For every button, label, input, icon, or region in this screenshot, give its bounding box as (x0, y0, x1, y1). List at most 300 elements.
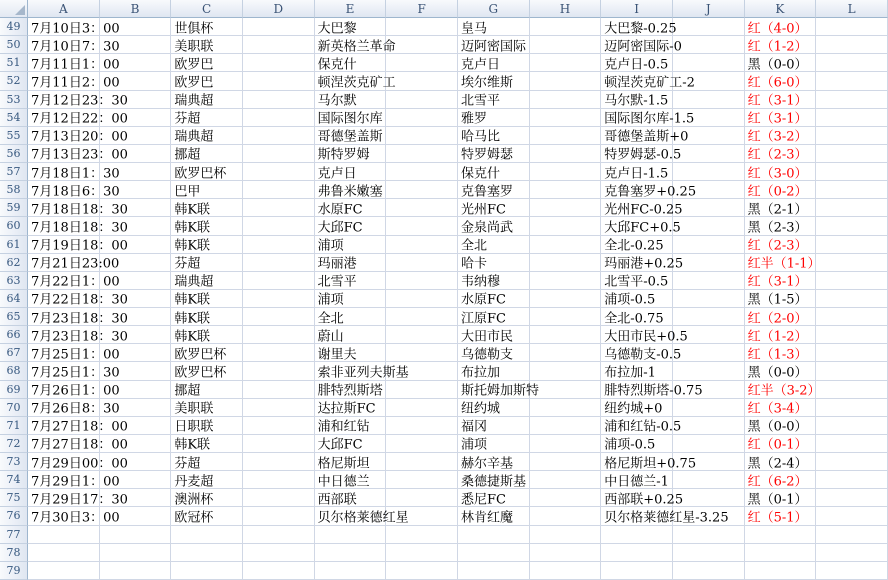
cell-empty[interactable] (386, 199, 458, 217)
cell-date-time[interactable] (28, 54, 120, 73)
cell-empty[interactable] (386, 72, 458, 90)
cell-empty[interactable] (816, 507, 888, 525)
cell-result[interactable] (745, 562, 817, 580)
cell-date-time[interactable] (28, 109, 128, 127)
row-header[interactable] (0, 127, 28, 145)
cell-away-team[interactable] (458, 526, 530, 544)
cell-away-team[interactable] (458, 562, 530, 580)
cell-empty[interactable] (386, 435, 458, 453)
cell-home-team[interactable] (315, 290, 387, 308)
cell-empty[interactable] (673, 362, 745, 380)
cell-empty[interactable] (243, 489, 315, 507)
row-header[interactable] (0, 399, 28, 417)
cell-away-team[interactable] (458, 36, 530, 54)
cell-result[interactable] (745, 272, 817, 290)
cell-league[interactable] (171, 145, 243, 163)
cell-away-team[interactable] (458, 544, 530, 562)
cell-empty[interactable] (243, 435, 315, 453)
cell-away-team[interactable] (458, 236, 530, 254)
cell-date-time[interactable] (28, 544, 100, 562)
cell-empty[interactable] (673, 435, 745, 453)
cell-empty[interactable] (530, 381, 602, 399)
cell-date-time[interactable] (28, 290, 128, 308)
cell-empty[interactable] (816, 381, 888, 399)
cell-empty[interactable] (673, 217, 745, 235)
cell-empty[interactable] (673, 54, 745, 72)
cell-empty[interactable] (386, 127, 458, 145)
cell-league[interactable] (171, 344, 243, 362)
cell-home-team[interactable] (315, 36, 396, 55)
cell-empty[interactable] (243, 217, 315, 235)
cell-away-team[interactable] (458, 272, 530, 290)
row-header[interactable] (0, 471, 28, 489)
cell-empty[interactable] (816, 272, 888, 290)
cell-result[interactable] (745, 163, 817, 181)
cell-home-team[interactable] (315, 399, 387, 417)
cell-handicap[interactable] (601, 381, 703, 399)
cell-home-team[interactable] (315, 54, 387, 72)
cell-empty[interactable] (386, 489, 458, 507)
cell-league[interactable] (171, 308, 243, 326)
cell-empty[interactable] (243, 381, 315, 399)
cell-empty[interactable] (243, 526, 315, 544)
cell-handicap[interactable] (601, 344, 682, 363)
cell-home-team[interactable] (315, 507, 409, 526)
cell-empty[interactable] (530, 272, 602, 290)
row-header[interactable] (0, 54, 28, 72)
cell-result[interactable] (745, 109, 817, 127)
column-header-e[interactable]: E (315, 0, 387, 18)
cell-empty[interactable] (530, 181, 602, 199)
cell-league[interactable] (171, 453, 243, 471)
cell-league[interactable] (171, 236, 243, 254)
cell-empty[interactable] (530, 526, 602, 544)
cell-empty[interactable] (386, 217, 458, 235)
cell-empty[interactable] (243, 36, 315, 54)
row-header[interactable] (0, 362, 28, 380)
cell-empty[interactable] (816, 453, 888, 471)
cell-empty[interactable] (816, 362, 888, 380)
cell-empty[interactable] (243, 54, 315, 72)
cell-empty[interactable] (243, 507, 315, 525)
row-header[interactable] (0, 435, 28, 453)
cell-empty[interactable] (243, 290, 315, 308)
cell-league[interactable] (171, 471, 243, 489)
row-header[interactable] (0, 381, 28, 399)
cell-handicap[interactable] (601, 91, 673, 109)
cell-league[interactable] (171, 199, 243, 217)
cell-home-team[interactable] (315, 526, 387, 544)
cell-handicap[interactable] (601, 507, 729, 526)
row-header[interactable] (0, 163, 28, 181)
column-header-j[interactable]: J (673, 0, 745, 18)
cell-home-team[interactable] (315, 127, 387, 145)
cell-date-time[interactable] (28, 145, 128, 163)
cell-empty[interactable] (386, 36, 458, 54)
cell-date-time[interactable] (28, 507, 120, 526)
cell-empty[interactable] (243, 544, 315, 562)
cell-empty[interactable] (816, 435, 888, 453)
cell-handicap[interactable] (601, 526, 673, 544)
cell-empty[interactable] (243, 344, 315, 362)
cell-empty[interactable] (816, 417, 888, 435)
cell-empty[interactable] (386, 145, 458, 163)
cell-result[interactable] (745, 145, 817, 163)
cell-away-team[interactable] (458, 381, 539, 399)
cell-empty[interactable] (530, 344, 602, 362)
cell-result[interactable] (745, 381, 821, 399)
cell-home-team[interactable] (315, 145, 387, 163)
cell-empty[interactable] (243, 453, 315, 471)
cell-empty[interactable] (673, 36, 745, 54)
cell-handicap[interactable] (601, 326, 688, 345)
cell-handicap[interactable] (601, 181, 697, 200)
cell-result[interactable] (745, 471, 817, 489)
column-header-h[interactable]: H (530, 0, 602, 18)
cell-empty[interactable] (530, 453, 602, 471)
cell-handicap[interactable] (601, 236, 673, 254)
cell-away-team[interactable] (458, 326, 530, 344)
cell-date-time[interactable] (28, 417, 128, 435)
cell-empty[interactable] (386, 109, 458, 127)
cell-result[interactable] (745, 127, 817, 145)
row-header[interactable] (0, 308, 28, 326)
cell-empty[interactable] (243, 163, 315, 181)
cell-empty[interactable] (530, 72, 602, 90)
cell-away-team[interactable] (458, 344, 530, 362)
row-header[interactable] (0, 36, 28, 54)
cell-empty[interactable] (386, 91, 458, 109)
cell-handicap[interactable] (601, 72, 695, 91)
cell-handicap[interactable] (601, 127, 689, 145)
cell-empty[interactable] (816, 489, 888, 507)
cell-away-team[interactable] (458, 308, 530, 326)
cell-result[interactable] (745, 254, 821, 272)
cell-empty[interactable] (386, 544, 458, 562)
cell-handicap[interactable] (601, 290, 673, 308)
cell-empty[interactable] (530, 562, 602, 580)
cell-date-time[interactable] (28, 272, 120, 290)
cell-empty[interactable] (386, 272, 458, 290)
cell-handicap[interactable] (601, 36, 682, 55)
cell-league[interactable] (171, 163, 243, 181)
cell-empty[interactable] (816, 544, 888, 562)
cell-date-time[interactable] (28, 453, 128, 472)
cell-league[interactable] (171, 54, 243, 72)
cell-home-team[interactable] (315, 544, 387, 562)
cell-handicap[interactable] (601, 109, 695, 127)
cell-empty[interactable] (673, 344, 745, 362)
cell-away-team[interactable] (458, 471, 530, 489)
cell-league[interactable] (171, 362, 243, 380)
cell-home-team[interactable] (315, 272, 387, 290)
cell-empty[interactable] (673, 163, 745, 181)
cell-league[interactable] (171, 326, 243, 344)
cell-away-team[interactable] (458, 72, 530, 90)
cell-empty[interactable] (386, 562, 458, 580)
row-header[interactable] (0, 217, 28, 235)
cell-empty[interactable] (386, 290, 458, 308)
cell-empty[interactable] (530, 54, 602, 72)
row-header[interactable] (0, 344, 28, 362)
cell-empty[interactable] (530, 36, 602, 54)
cell-handicap[interactable] (601, 399, 673, 417)
column-header-a[interactable]: A (28, 0, 100, 18)
cell-league[interactable] (171, 254, 243, 272)
cell-empty[interactable] (816, 72, 888, 90)
cell-league[interactable] (171, 91, 243, 109)
cell-away-team[interactable] (458, 127, 530, 145)
cell-league[interactable] (171, 72, 243, 90)
cell-handicap[interactable] (601, 18, 677, 37)
row-header[interactable] (0, 562, 28, 580)
row-header[interactable] (0, 18, 28, 36)
cell-date-time[interactable] (28, 199, 128, 218)
column-header-k[interactable]: K (745, 0, 817, 18)
cell-empty[interactable] (673, 91, 745, 109)
cell-handicap[interactable] (601, 163, 673, 181)
cell-away-team[interactable] (458, 54, 530, 72)
cell-away-team[interactable] (458, 507, 530, 525)
row-header[interactable] (0, 199, 28, 217)
cell-empty[interactable] (100, 562, 172, 580)
cell-away-team[interactable] (458, 163, 530, 181)
row-header[interactable] (0, 417, 28, 435)
cell-home-team[interactable] (315, 254, 387, 272)
cell-date-time[interactable] (28, 181, 120, 200)
cell-empty[interactable] (673, 544, 745, 562)
cell-date-time[interactable] (28, 217, 128, 236)
cell-result[interactable] (745, 344, 817, 362)
row-header[interactable] (0, 254, 28, 272)
cell-away-team[interactable] (458, 362, 530, 380)
cell-handicap[interactable] (601, 54, 673, 72)
cell-league[interactable] (171, 489, 243, 507)
cell-result[interactable] (745, 362, 817, 380)
cell-empty[interactable] (530, 308, 602, 326)
cell-date-time[interactable] (28, 399, 120, 417)
cell-away-team[interactable] (458, 199, 530, 217)
cell-empty[interactable] (243, 72, 315, 90)
cell-away-team[interactable] (458, 399, 530, 417)
cell-empty[interactable] (386, 181, 458, 199)
cell-empty[interactable] (673, 18, 745, 36)
cell-empty[interactable] (816, 54, 888, 72)
cell-empty[interactable] (386, 344, 458, 362)
cell-league[interactable] (171, 435, 243, 453)
cell-empty[interactable] (530, 236, 602, 254)
cell-league[interactable] (171, 109, 243, 127)
cell-empty[interactable] (816, 326, 888, 344)
row-header[interactable] (0, 489, 28, 507)
cell-empty[interactable] (530, 91, 602, 109)
cell-empty[interactable] (386, 163, 458, 181)
cell-empty[interactable] (386, 308, 458, 326)
cell-home-team[interactable] (315, 344, 387, 362)
row-header[interactable] (0, 91, 28, 109)
cell-empty[interactable] (816, 181, 888, 199)
cell-empty[interactable] (530, 217, 602, 235)
cell-empty[interactable] (673, 199, 745, 217)
cell-home-team[interactable] (315, 326, 387, 344)
cell-result[interactable] (745, 435, 817, 453)
cell-empty[interactable] (243, 109, 315, 127)
cell-empty[interactable] (386, 236, 458, 254)
cell-home-team[interactable] (315, 217, 387, 235)
cell-league[interactable] (171, 381, 243, 399)
cell-result[interactable] (745, 18, 817, 36)
cell-empty[interactable] (530, 254, 602, 272)
cell-empty[interactable] (100, 544, 172, 562)
cell-result[interactable] (745, 91, 817, 109)
cell-league[interactable] (171, 417, 243, 435)
cell-result[interactable] (745, 526, 817, 544)
cell-league[interactable] (171, 272, 243, 290)
cell-result[interactable] (745, 236, 817, 254)
row-header[interactable] (0, 145, 28, 163)
cell-league[interactable] (171, 127, 243, 145)
cell-empty[interactable] (243, 272, 315, 290)
cell-result[interactable] (745, 199, 817, 217)
column-header-i[interactable]: I (601, 0, 673, 18)
select-all-corner[interactable] (0, 0, 28, 18)
cell-date-time[interactable] (28, 91, 128, 109)
row-header[interactable] (0, 453, 28, 471)
cell-handicap[interactable] (601, 453, 697, 472)
cell-home-team[interactable] (315, 453, 387, 471)
cell-empty[interactable] (816, 145, 888, 163)
cell-handicap[interactable] (601, 199, 683, 218)
cell-empty[interactable] (386, 399, 458, 417)
cell-empty[interactable] (673, 399, 745, 417)
cell-empty[interactable] (243, 417, 315, 435)
cell-empty[interactable] (243, 562, 315, 580)
cell-result[interactable] (745, 36, 817, 54)
cell-date-time[interactable] (28, 72, 120, 91)
cell-empty[interactable] (243, 127, 315, 145)
cell-handicap[interactable] (601, 217, 681, 236)
column-header-c[interactable]: C (171, 0, 243, 18)
cell-result[interactable] (745, 417, 817, 435)
cell-away-team[interactable] (458, 91, 530, 109)
cell-handicap[interactable] (601, 362, 673, 380)
row-header[interactable] (0, 181, 28, 199)
cell-empty[interactable] (816, 163, 888, 181)
cell-away-team[interactable] (458, 181, 530, 199)
cell-date-time[interactable] (28, 18, 120, 37)
cell-date-time[interactable] (28, 326, 128, 345)
cell-home-team[interactable] (315, 236, 387, 254)
cell-handicap[interactable] (601, 417, 682, 435)
cell-empty[interactable] (530, 199, 602, 217)
cell-home-team[interactable] (315, 109, 387, 127)
row-header[interactable] (0, 526, 28, 544)
cell-league[interactable] (171, 507, 243, 525)
cell-date-time[interactable] (28, 562, 100, 580)
cell-empty[interactable] (816, 471, 888, 489)
cell-home-team[interactable] (315, 199, 387, 217)
cell-handicap[interactable] (601, 562, 673, 580)
cell-handicap[interactable] (601, 308, 673, 326)
cell-date-time[interactable] (28, 381, 120, 399)
cell-handicap[interactable] (601, 544, 673, 562)
cell-empty[interactable] (673, 290, 745, 308)
cell-away-team[interactable] (458, 290, 530, 308)
cell-home-team[interactable] (315, 91, 387, 109)
cell-handicap[interactable] (601, 471, 673, 489)
cell-empty[interactable] (243, 145, 315, 163)
cell-empty[interactable] (243, 236, 315, 254)
cell-empty[interactable] (530, 507, 602, 525)
cell-empty[interactable] (243, 181, 315, 199)
cell-date-time[interactable] (28, 254, 120, 272)
cell-league[interactable] (171, 18, 243, 36)
cell-empty[interactable] (816, 526, 888, 544)
cell-league[interactable] (171, 399, 243, 417)
cell-empty[interactable] (816, 344, 888, 362)
cell-empty[interactable] (243, 199, 315, 217)
cell-away-team[interactable] (458, 489, 530, 507)
cell-empty[interactable] (100, 526, 172, 544)
cell-empty[interactable] (673, 254, 745, 272)
cell-result[interactable] (745, 507, 817, 525)
cell-empty[interactable] (530, 326, 602, 344)
cell-empty[interactable] (386, 417, 458, 435)
cell-empty[interactable] (243, 18, 315, 36)
row-header[interactable] (0, 544, 28, 562)
row-header[interactable] (0, 236, 28, 254)
cell-league[interactable] (171, 526, 243, 544)
cell-empty[interactable] (530, 109, 602, 127)
cell-result[interactable] (745, 54, 817, 72)
row-header[interactable] (0, 326, 28, 344)
cell-empty[interactable] (243, 471, 315, 489)
cell-empty[interactable] (530, 544, 602, 562)
cell-result[interactable] (745, 72, 817, 90)
cell-empty[interactable] (386, 18, 458, 36)
cell-handicap[interactable] (601, 272, 673, 290)
cell-empty[interactable] (243, 91, 315, 109)
cell-empty[interactable] (243, 362, 315, 380)
cell-empty[interactable] (386, 471, 458, 489)
cell-empty[interactable] (530, 290, 602, 308)
cell-away-team[interactable] (458, 109, 530, 127)
cell-home-team[interactable] (315, 562, 387, 580)
column-header-f[interactable]: F (386, 0, 458, 18)
cell-empty[interactable] (673, 417, 745, 435)
cell-result[interactable] (745, 399, 817, 417)
cell-league[interactable] (171, 544, 243, 562)
cell-empty[interactable] (530, 18, 602, 36)
cell-home-team[interactable] (315, 471, 387, 489)
cell-date-time[interactable] (28, 308, 128, 327)
cell-empty[interactable] (386, 381, 458, 399)
cell-empty[interactable] (816, 236, 888, 254)
cell-empty[interactable] (243, 254, 315, 272)
cell-empty[interactable] (816, 308, 888, 326)
cell-home-team[interactable] (315, 163, 387, 181)
cell-date-time[interactable] (28, 362, 120, 381)
cell-home-team[interactable] (315, 489, 387, 507)
cell-empty[interactable] (673, 562, 745, 580)
cell-empty[interactable] (816, 91, 888, 109)
cell-empty[interactable] (530, 145, 602, 163)
cell-empty[interactable] (673, 526, 745, 544)
cell-away-team[interactable] (458, 217, 530, 235)
cell-result[interactable] (745, 181, 817, 199)
cell-league[interactable] (171, 217, 243, 235)
cell-league[interactable] (171, 290, 243, 308)
